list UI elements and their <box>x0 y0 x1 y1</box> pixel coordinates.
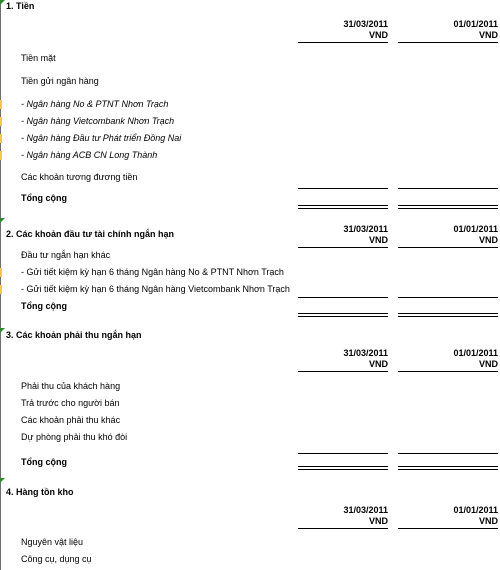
subtotal-rule <box>298 453 388 454</box>
bank-item: - Ngân hàng No & PTNT Nhơn Trạch <box>21 99 169 109</box>
line-item: Nguyên vật liệu <box>21 537 84 547</box>
subtotal-rule <box>298 297 388 298</box>
subtotal-rule <box>398 297 498 298</box>
row-highlight-marker <box>0 268 2 277</box>
double-rule <box>298 469 388 470</box>
column-unit: VND <box>478 359 498 369</box>
double-rule <box>398 208 498 209</box>
double-rule <box>398 313 498 314</box>
header-rule <box>298 371 388 372</box>
column-unit: VND <box>368 359 388 369</box>
line-item: Phải thu của khách hàng <box>21 381 121 391</box>
line-item: Tiền mặt <box>21 53 56 63</box>
comment-marker <box>0 0 5 5</box>
column-date: 31/03/2011 <box>343 505 388 515</box>
total-label: Tổng cộng <box>21 193 67 203</box>
row-highlight-marker <box>0 151 2 160</box>
column-date: 01/01/2011 <box>453 19 498 29</box>
comment-marker <box>0 218 5 223</box>
comment-marker <box>0 478 5 483</box>
column-date: 31/03/2011 <box>343 19 388 29</box>
line-item: Đầu tư ngắn hạn khác <box>21 250 111 260</box>
header-rule <box>398 371 498 372</box>
row-highlight-marker <box>0 100 2 109</box>
deposit-item: - Gửi tiết kiệm kỳ hạn 6 tháng Ngân hàng No & PTNT Nhơn Trạch <box>21 267 284 277</box>
line-item: Dự phòng phải thu khó đòi <box>21 432 128 442</box>
comment-marker <box>0 328 5 333</box>
subtotal-rule <box>298 188 388 189</box>
column-unit: VND <box>478 516 498 526</box>
row-highlight-marker <box>0 285 2 294</box>
column-date: 01/01/2011 <box>453 224 498 234</box>
double-rule <box>298 208 388 209</box>
subtotal-rule <box>398 453 498 454</box>
column-date: 01/01/2011 <box>453 505 498 515</box>
deposit-item: - Gửi tiết kiệm kỳ hạn 6 tháng Ngân hàng Vietcombank Nhơn Trạch <box>21 284 290 294</box>
double-rule <box>298 316 388 317</box>
header-rule <box>398 42 498 43</box>
total-label: Tổng cộng <box>21 457 67 467</box>
line-item: Các khoản phải thu khác <box>21 415 121 425</box>
section-title: 3. Các khoản phải thu ngắn hạn <box>6 330 142 340</box>
double-rule <box>398 469 498 470</box>
line-item: Trả trước cho người bán <box>21 398 120 408</box>
double-rule <box>398 316 498 317</box>
bank-item: - Ngân hàng ACB CN Long Thành <box>21 150 158 160</box>
line-item: Tiền gửi ngân hàng <box>21 76 99 86</box>
column-unit: VND <box>478 235 498 245</box>
line-item: Công cụ, dụng cụ <box>21 554 92 564</box>
column-date: 01/01/2011 <box>453 348 498 358</box>
section-title: 1. Tiền <box>6 1 35 11</box>
header-rule <box>398 247 498 248</box>
total-label: Tổng cộng <box>21 301 67 311</box>
column-unit: VND <box>368 516 388 526</box>
header-rule <box>298 528 388 529</box>
column-unit: VND <box>368 235 388 245</box>
column-unit: VND <box>368 30 388 40</box>
double-rule <box>398 205 498 206</box>
column-date: 31/03/2011 <box>343 224 388 234</box>
header-rule <box>398 528 498 529</box>
line-item: Các khoản tương đương tiền <box>21 172 138 182</box>
double-rule <box>298 205 388 206</box>
double-rule <box>398 466 498 467</box>
row-highlight-marker <box>0 117 2 126</box>
bank-item: - Ngân hàng Vietcombank Nhơn Trạch <box>21 116 175 126</box>
double-rule <box>298 313 388 314</box>
subtotal-rule <box>398 188 498 189</box>
header-rule <box>298 42 388 43</box>
row-highlight-marker <box>0 134 2 143</box>
section-title: 4. Hàng tồn kho <box>6 487 74 497</box>
header-rule <box>298 247 388 248</box>
column-date: 31/03/2011 <box>343 348 388 358</box>
bank-item: - Ngân hàng Đầu tư Phát triển Đồng Nai <box>21 133 182 143</box>
double-rule <box>298 466 388 467</box>
column-unit: VND <box>478 30 498 40</box>
section-title: 2. Các khoản đầu tư tài chính ngắn hạn <box>6 229 175 239</box>
